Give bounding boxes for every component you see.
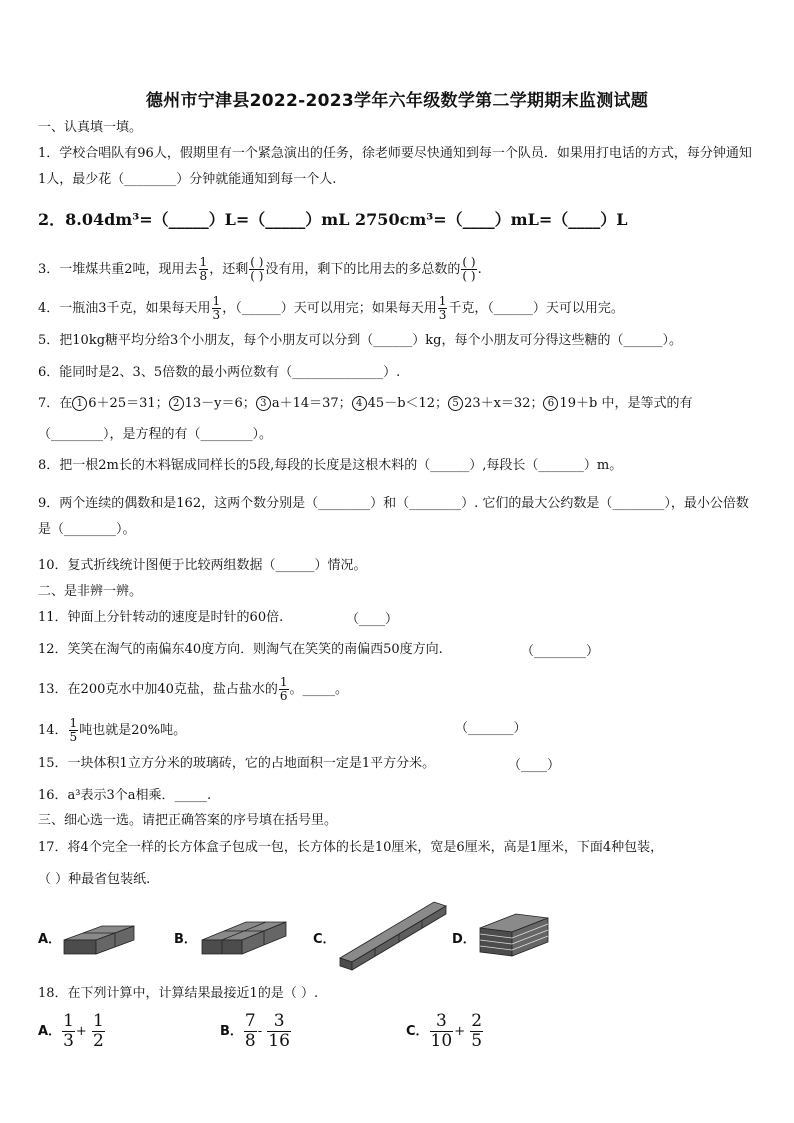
question-16: 16．a³表示3个a相乘．_____.	[38, 788, 212, 803]
q3-text-b: ，还剩	[209, 262, 249, 277]
question-17-line-2: （ ）种最省包装纸.	[38, 872, 151, 887]
question-2	[38, 210, 628, 232]
circled-number-2: 2	[169, 396, 184, 411]
q13-fraction: $\frac{1}{6}$	[279, 675, 288, 703]
q18-option-c[interactable]: C． $\frac{3}{10}$ + $\frac{2}{5}$	[406, 1011, 483, 1051]
q3-text-c: 没有用，剩下的比用去的多总数的	[265, 262, 461, 277]
q18-option-b[interactable]: B． $\frac{7}{8}$ - $\frac{3}{16}$	[220, 1011, 290, 1051]
page-title: 德州市宁津县2022-2023学年六年级数学第二学期期末监测试题	[145, 91, 649, 111]
q18-option-a[interactable]: A． $\frac{1}{3}$ + $\frac{1}{2}$	[38, 1011, 104, 1051]
circled-number-1: 1	[72, 396, 87, 411]
package-option-a-figure[interactable]	[62, 910, 138, 960]
question-15-answer-blank: （____）	[508, 758, 561, 773]
question-15: 15．一块体积1立方分米的玻璃砖，它的占地面积一定是1平方分米。	[38, 756, 436, 771]
q3-text-d: .	[477, 262, 482, 277]
option-b-label[interactable]: B．	[174, 932, 197, 947]
section-1-heading: 一、认真填一填。	[38, 120, 143, 135]
question-13: 13．在200克水中加40克盐，盐占盐水的 $\frac{1}{6}$ 。_____。	[38, 675, 349, 703]
q3-fraction-1: $\frac{1}{8}$	[199, 255, 208, 283]
question-1: 1．学校合唱队有96人，假期里有一个紧急演出的任务，徐老师要尽快通知到每一个队员．如果用打电话的方式，每分钟通知1人，最少花（________）分钟就能通知到每一个人.	[38, 146, 752, 187]
question-9: 9．两个连续的偶数和是162，这两个数分别是（________）和（________）. 它们的最大公约数是（________），最小公倍数是（________）。	[38, 496, 749, 537]
circled-number-4: 4	[352, 396, 367, 411]
question-12-answer-blank: （________）	[521, 644, 600, 659]
q3-text-a: 3．一堆煤共重2吨，现用去	[38, 262, 198, 277]
question-10: 10．复式折线统计图便于比较两组数据（______）情况。	[38, 558, 367, 573]
circled-number-3: 3	[256, 396, 271, 411]
question-8: 8．把一根2m长的木料锯成同样长的5段,每段的长度是这根木料的（______）,每段长（_______）m。	[38, 458, 623, 473]
question-7: 7．在 1 6＋25＝31； 2 13－y＝6； 3 a＋14＝37； 4 45－b＜12； 5 23＋x＝32； 6 19＋b 中，是等式的有	[38, 396, 693, 411]
q4-text-c: 千克，（______）天可以用完。	[448, 301, 624, 316]
option-a-label[interactable]: A．	[38, 932, 62, 947]
q3-fraction-3: $\frac{( )}{( )}$	[462, 255, 476, 283]
question-14-answer-blank: （_______）	[455, 721, 527, 736]
q14-fraction: $\frac{1}{5}$	[69, 716, 78, 744]
question-11-answer-blank: （____）	[346, 612, 399, 627]
question-6: 6．能同时是2、3、5倍数的最小两位数有（______________）.	[38, 365, 401, 380]
circled-number-6: 6	[543, 396, 558, 411]
package-option-b-figure[interactable]	[200, 908, 290, 960]
question-4	[38, 295, 624, 322]
question-7-line-2: （________），是方程的有（________）。	[38, 427, 273, 442]
q3-fraction-2: $\frac{( )}{( )}$	[250, 255, 264, 283]
q4-text-b: ，（______）天可以用完；如果每天用	[222, 301, 437, 316]
section-2-heading: 二、是非辨一辨。	[38, 584, 143, 599]
question-3	[38, 256, 482, 283]
q4-fraction-1: $\frac{1}{3}$	[212, 294, 221, 322]
q4-fraction-2: $\frac{1}{3}$	[438, 294, 447, 322]
question-5: 5．把10kg糖平均分给3个小朋友，每个小朋友可以分到（______）kg，每个小朋友可分得这些糖的（______）。	[38, 333, 682, 348]
question-11: 11．钟面上分针转动的速度是时针的60倍.	[38, 610, 284, 625]
circled-number-5: 5	[448, 396, 463, 411]
question-12: 12．笑笑在淘气的南偏东40度方向．则淘气在笑笑的南偏西50度方向.	[38, 642, 443, 657]
package-option-c-figure[interactable]	[338, 896, 450, 976]
question-2-text: 2．8.04dm³=（_____）L=（_____）mL 2750cm³=（____）mL=（____）L	[38, 210, 628, 229]
question-17-line-1: 17．将4个完全一样的长方体盒子包成一包，长方体的长是10厘米，宽是6厘米，高是1厘米，下面4种包装，	[38, 840, 664, 855]
question-18: 18．在下列计算中，计算结果最接近1的是（ ）.	[38, 986, 319, 1001]
question-14: 14． $\frac{1}{5}$ 吨也就是20%吨。	[38, 716, 187, 744]
option-c-label[interactable]: C．	[313, 932, 336, 947]
package-option-d-figure[interactable]	[476, 908, 552, 962]
q4-text-a: 4．一瓶油3千克，如果每天用	[38, 301, 211, 316]
section-3-heading: 三、细心选一选。请把正确答案的序号填在括号里。	[38, 813, 338, 828]
option-d-label[interactable]: D．	[452, 932, 476, 947]
